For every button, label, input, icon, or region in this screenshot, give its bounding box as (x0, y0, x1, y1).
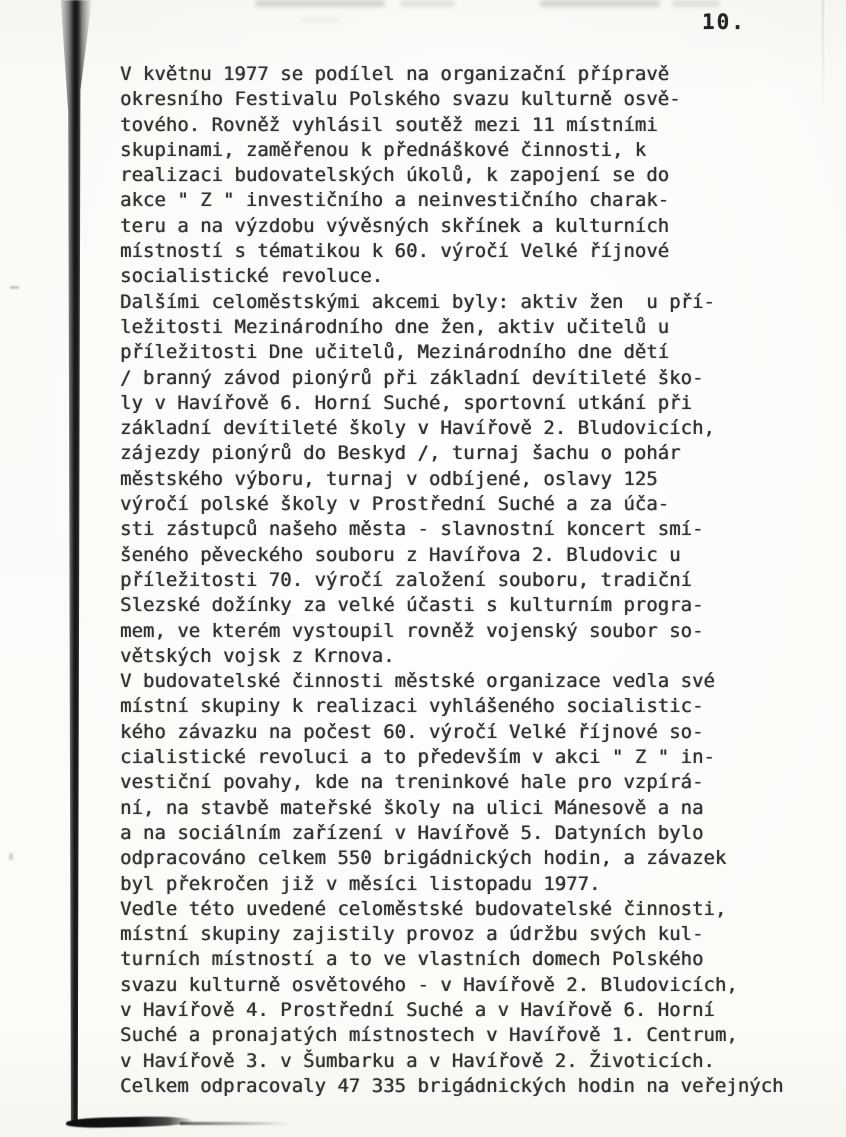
text-line: byl překročen již v měsíci listopadu 1977. (120, 872, 601, 895)
text-line: místností s tématikou k 60. výročí Velké říjnové (120, 240, 670, 263)
scan-top-smudge (672, 0, 720, 7)
scan-binding-foot-mark (66, 1116, 194, 1129)
text-line: tového. Rovněž vyhlásil soutěž mezi 11 místními (120, 113, 658, 136)
text-line: Dalšími celoměstskými akcemi byly: aktiv žen u pří- (120, 290, 715, 313)
text-line: / branný závod pionýrů při základní devítileté ško- (120, 366, 704, 389)
text-line: základní devítileté školy v Havířově 2. Bludovicích, (120, 417, 715, 440)
text-line: teru a na výzdobu vývěsných skřínek a kulturních (120, 214, 670, 237)
text-line: realizaci budovatelských úkolů, k zapojení se do (120, 164, 670, 187)
text-line: výročí polské školy v Prostřední Suché a za úča- (120, 493, 670, 516)
text-line: Celkem odpracovaly 47 335 brigádnických hodin na veřejných (120, 1074, 784, 1097)
text-line: vestiční povahy, kde na treninkové hale pro vzpírá- (120, 771, 704, 794)
text-line: cialistické revoluci a to především v akci " Z " in- (120, 746, 715, 769)
text-line: místní skupiny zajistily provoz a údržbu svých kul- (120, 923, 704, 946)
text-line: kého závazku na počest 60. výročí Velké říjnové so- (120, 720, 704, 743)
text-line: příležitosti Dne učitelů, Mezinárodního dne dětí (120, 341, 670, 364)
scan-top-smudge (300, 18, 340, 22)
text-line: v Havířově 4. Prostřední Suché a v Havířově 6. Horní (120, 998, 715, 1021)
text-line: větských vojsk z Krnova. (120, 644, 395, 667)
scan-speck (9, 853, 13, 860)
text-line: ly v Havířově 6. Horní Suché, sportovní utkání při (120, 391, 692, 414)
scan-speck (10, 286, 19, 289)
text-line: svazu kulturně osvětového - v Havířově 2. Bludovicích, (120, 973, 738, 996)
text-line: turních místností a to ve vlastních domech Polského (120, 948, 704, 971)
text-line: a na sociálním zařízení v Havířově 5. Datyních bylo (120, 821, 704, 844)
text-line: akce " Z " investičního a neinvestičního charak- (120, 189, 670, 212)
text-line: Slezské dožínky za velké účasti s kulturním progra- (120, 594, 704, 617)
text-line: ní, na stavbě mateřské školy na ulici Mánesově a na (120, 796, 704, 819)
text-line: V budovatelské činnosti městské organizace vedla své (120, 670, 715, 693)
text-line: šeného pěveckého souboru z Havířova 2. Bludovic u (120, 543, 681, 566)
text-line: okresního Festivalu Polského svazu kulturně osvě- (120, 88, 681, 111)
scan-binding-foot-tail (180, 1122, 290, 1125)
text-line: v Havířově 3. v Šumbarku a v Havířově 2. Životicích. (120, 1049, 715, 1072)
text-line: mem, ve kterém vystoupil rovněž vojenský soubor so- (120, 619, 704, 642)
text-line: sti zástupců našeho města - slavnostní koncert smí- (120, 518, 704, 541)
scan-top-smudge (255, 0, 385, 7)
text-line: příležitosti 70. výročí založení souboru, tradiční (120, 568, 692, 591)
text-line: V květnu 1977 se podílel na organizační přípravě (120, 63, 670, 85)
scan-edge-hairline (822, 0, 824, 120)
scan-binding-edge (58, 0, 92, 1124)
text-line: zájezdy pionýrů do Beskyd /, turnaj šachu o pohár (120, 442, 681, 465)
text-line: odpracováno celkem 550 brigádnických hodin, a závazek (120, 847, 727, 870)
text-line: Vedle této uvedené celoměstské budovatelské činnosti, (120, 897, 727, 920)
text-line: skupinami, zaměřenou k přednáškové činnosti, k (120, 138, 647, 161)
page-number: 10. (702, 10, 746, 34)
text-line: ležitosti Mezinárodního dne žen, aktiv učitelů u (120, 315, 670, 338)
text-line: městského výboru, turnaj v odbíjené, oslavy 125 (120, 467, 658, 490)
text-line: socialistické revoluce. (120, 265, 384, 288)
scan-top-smudge (540, 0, 660, 7)
scan-top-smudge (400, 0, 455, 7)
text-line: místní skupiny k realizaci vyhlášeného socialistic- (120, 695, 704, 718)
typewritten-text-block (120, 62, 820, 1099)
text-line: Suché a pronajatých místnostech v Havířově 1. Centrum, (120, 1024, 738, 1047)
